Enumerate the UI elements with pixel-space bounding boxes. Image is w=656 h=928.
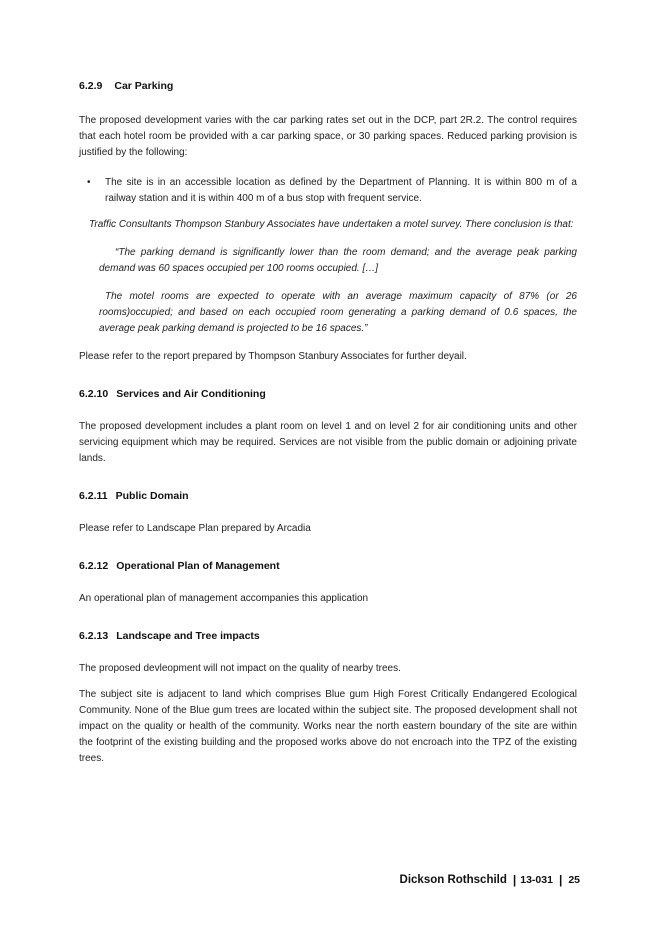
services-text: The proposed development includes a plant room on level 1 and on level 2 for air conditioning units and other servicing equipment which may be required. Services are not visible from the public domain or adjoining private lands.	[79, 421, 577, 464]
footer-doc-number: 13-031	[520, 874, 553, 886]
section-number: 6.2.13	[79, 630, 109, 642]
landscape-text-2: The subject site is adjacent to land which comprises Blue gum High Forest Critically Endangered Ecological Community. None of the Blue gum trees are located within the subject site. The proposed development shall not impact on the quality or health of the community. Works near the north eastern boundary of the site are within the footprint of the existing building and the proposed works above do not encroach into the TPZ of the existing trees.	[79, 689, 577, 764]
section-title: Car Parking	[114, 80, 174, 92]
section-number: 6.2.10	[79, 388, 109, 400]
section-heading-operational-plan	[79, 559, 577, 573]
section-title: Services and Air Conditioning	[116, 388, 266, 400]
section-number: 6.2.9	[79, 80, 103, 92]
bullet-text: The site is in an accessible location as defined by the Department of Planning. It is within 800 m of a railway station and it is within 400 m of a bus stop with frequent service.	[105, 177, 577, 204]
section-heading-landscape	[79, 629, 577, 643]
document-page	[79, 73, 577, 767]
footer-separator: |	[558, 873, 563, 887]
footer-separator: |	[512, 873, 517, 887]
public-domain-text: Please refer to Landscape Plan prepared by Arcadia	[79, 523, 311, 534]
section-heading-public-domain	[79, 489, 577, 503]
footer-company: Dickson Rothschild	[399, 874, 507, 886]
list-item	[79, 175, 577, 207]
car-parking-bullets	[79, 175, 577, 207]
section-number: 6.2.12	[79, 560, 109, 572]
landscape-text: The proposed devleopment will not impact on the quality of nearby trees.	[79, 663, 401, 674]
section-title: Operational Plan of Management	[116, 560, 280, 572]
section-title: Landscape and Tree impacts	[116, 630, 260, 642]
car-parking-intro: The proposed development varies with the car parking rates set out in the DCP, part 2R.2. The control requires that each hotel room be provided with a car parking space, or 30 parking spaces. Reduced parking provision is justified by the following:	[79, 115, 577, 158]
section-heading-services	[79, 387, 577, 401]
section-heading-car-parking	[79, 79, 577, 93]
survey-intro: Traffic Consultants Thompson Stanbury Associates have undertaken a motel survey. There conclusion is that:	[89, 219, 574, 230]
footer-page-number: 25	[568, 874, 580, 886]
car-parking-closing: Please refer to the report prepared by Thompson Stanbury Associates for further deyail.	[79, 351, 467, 362]
bullet-icon: •	[87, 177, 91, 188]
section-number: 6.2.11	[79, 490, 108, 502]
page-footer	[400, 872, 580, 888]
survey-quote-1: “The parking demand is significantly lower than the room demand; and the average peak parking demand was 60 spaces occupied per 100 rooms occupied. […]	[99, 247, 577, 274]
survey-quote-2: The motel rooms are expected to operate with an average maximum capacity of 87% (or 26 rooms)occupied; and based on each occupied room generating a parking demand of 0.6 spaces, the average peak parking demand is projected to be 16 spaces.”	[99, 291, 577, 334]
section-title: Public Domain	[115, 490, 189, 502]
operational-plan-text: An operational plan of management accompanies this application	[79, 593, 369, 604]
